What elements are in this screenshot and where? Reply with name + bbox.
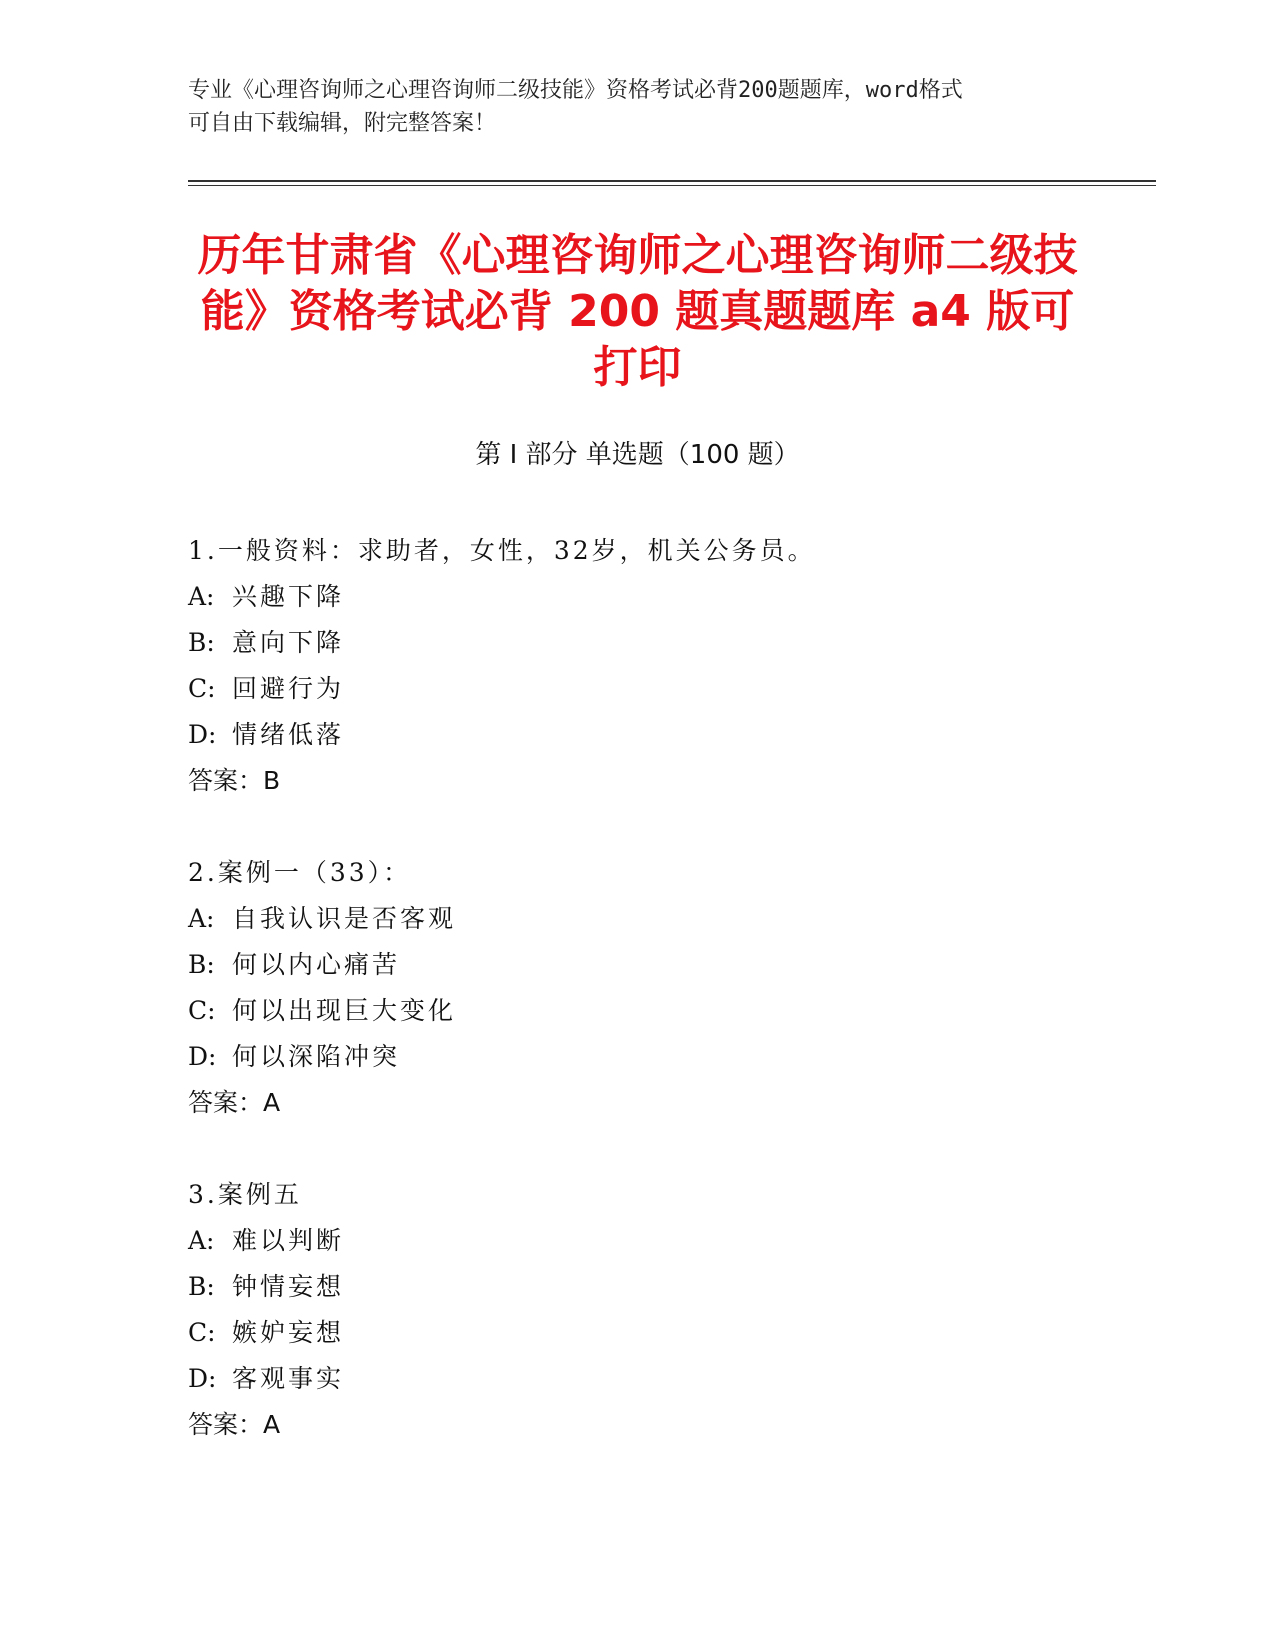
question-list: [188, 528, 1088, 1494]
question-item: [188, 1172, 1088, 1448]
header-note-line: 专业《心理咨询师之心理咨询师二级技能》资格考试必背200题题库，word格式: [188, 78, 963, 103]
option-b: [188, 620, 1088, 666]
option-d: [188, 1034, 1088, 1080]
option-b: [188, 1264, 1088, 1310]
option-label: C:: [188, 1318, 216, 1347]
option-a: [188, 574, 1088, 620]
option-d: [188, 712, 1088, 758]
option-b: [188, 942, 1088, 988]
option-c: [188, 988, 1088, 1034]
option-label: D:: [188, 1364, 217, 1393]
option-text: 嫉妒妄想: [232, 1318, 345, 1347]
option-c: [188, 1310, 1088, 1356]
question-stem: 2.案例一（33）：: [188, 858, 412, 887]
option-label: A:: [188, 1226, 215, 1255]
option-text: 回避行为: [232, 674, 345, 703]
option-label: B:: [188, 1272, 215, 1301]
option-text: 何以出现巨大变化: [232, 996, 457, 1025]
option-c: [188, 666, 1088, 712]
header-divider: [188, 180, 1156, 182]
answer-line: 答案：A: [188, 1410, 281, 1439]
option-text: 难以判断: [232, 1226, 345, 1255]
option-text: 自我认识是否客观: [232, 904, 457, 933]
option-text: 客观事实: [232, 1364, 345, 1393]
header-note-line: 可自由下载编辑，附完整答案！: [188, 111, 497, 136]
option-label: C:: [188, 674, 216, 703]
option-d: [188, 1356, 1088, 1402]
option-text: 情绪低落: [232, 720, 345, 749]
option-text: 钟情妄想: [232, 1272, 345, 1301]
section-heading: 第 I 部分 单选题（100 题）: [475, 440, 800, 470]
question-stem: 1.一般资料：求助者，女性，32岁，机关公务员。: [188, 536, 816, 565]
header-divider-thin: [188, 185, 1156, 186]
option-text: 何以内心痛苦: [232, 950, 401, 979]
option-a: [188, 1218, 1088, 1264]
option-text: 意向下降: [232, 628, 345, 657]
question-item: [188, 850, 1088, 1126]
header-note: [188, 74, 1088, 140]
option-label: B:: [188, 628, 215, 657]
option-label: A:: [188, 582, 215, 611]
option-text: 兴趣下降: [232, 582, 345, 611]
document-title: 历年甘肃省《心理咨询师之心理咨询师二级技能》资格考试必背 200 题真题题库 a4 版可打印: [197, 230, 1078, 393]
answer-line: 答案：A: [188, 1088, 281, 1117]
option-label: A:: [188, 904, 215, 933]
question-stem: 3.案例五: [188, 1180, 302, 1209]
option-text: 何以深陷冲突: [232, 1042, 401, 1071]
option-label: C:: [188, 996, 216, 1025]
question-item: [188, 528, 1088, 804]
option-label: B:: [188, 950, 215, 979]
option-a: [188, 896, 1088, 942]
option-label: D:: [188, 1042, 217, 1071]
option-label: D:: [188, 720, 217, 749]
answer-line: 答案：B: [188, 766, 281, 795]
